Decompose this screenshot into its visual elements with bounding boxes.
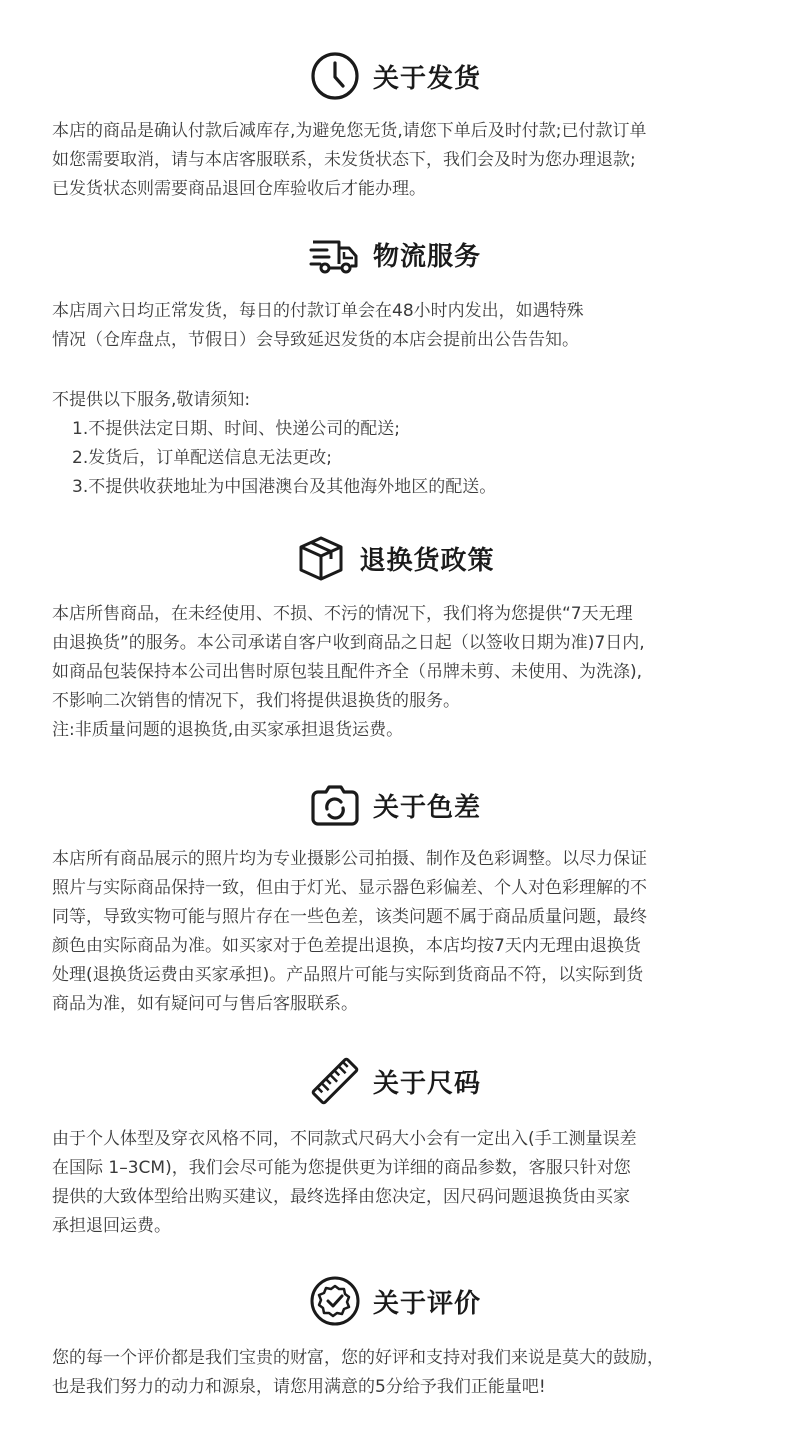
section-body: 本店周六日均正常发货，每日的付款订单会在48小时内发出，如遇特殊 情况（仓库盘点，节假日）会导致延迟发货的本店会提前出公告告知。 bbox=[52, 301, 584, 350]
section-heading bbox=[0, 528, 790, 588]
section-title: 关于尺码 bbox=[372, 1068, 481, 1099]
section-heading bbox=[0, 224, 790, 284]
section-returns bbox=[0, 528, 790, 588]
ruler-icon bbox=[309, 1055, 361, 1107]
list-item: 2.发货后，订单配送信息无法更改; bbox=[72, 448, 332, 468]
section-size bbox=[0, 1051, 790, 1111]
section-color bbox=[0, 775, 790, 835]
section-review bbox=[0, 1271, 790, 1331]
section-logistics bbox=[0, 224, 790, 284]
section-heading bbox=[0, 1051, 790, 1111]
section-title: 关于发货 bbox=[372, 63, 481, 94]
service-notice-list bbox=[52, 415, 752, 502]
section-body: 由于个人体型及穿衣风格不同，不同款式尺码大小会有一定出入(手工测量误差 在国际 1–3CM)，我们会尽可能为您提供更为详细的商品参数，客服只针对您 提供的大致体型给出购买建议，最终选择由您决定，因尺码问题退换货由买家 承担退回运费。 bbox=[52, 1129, 637, 1236]
list-item: 1.不提供法定日期、时间、快递公司的配送; bbox=[72, 419, 400, 439]
list-item: 3.不提供收获地址为中国港澳台及其他海外地区的配送。 bbox=[72, 477, 497, 497]
package-box-icon bbox=[295, 532, 347, 584]
service-notice-intro: 不提供以下服务,敬请须知: bbox=[52, 390, 251, 410]
section-title: 物流服务 bbox=[372, 241, 481, 272]
camera-icon bbox=[309, 779, 361, 831]
section-body: 本店所有商品展示的照片均为专业摄影公司拍摄、制作及色彩调整。以尽力保证 照片与实际商品保持一致，但由于灯光、显示器色彩偏差、个人对色彩理解的不 同等，导致实物可能与照片存在一些色差，该类问题不属于商品质量问题，最终 颜色由实际商品为准。如买家对于色差提出退换，本店均按7天内无理由退换货 处理(退换货运费由买家承担)。产品照片可能与实际到货商品不符，以实际到货 商品为准，如有疑问可与售后客服联系。 bbox=[52, 849, 647, 1014]
section-title: 退换货政策 bbox=[359, 545, 495, 576]
section-title: 关于色差 bbox=[372, 792, 481, 823]
section-shipping bbox=[0, 46, 790, 106]
section-heading bbox=[0, 1271, 790, 1331]
section-body: 本店所售商品，在未经使用、不损、不污的情况下，我们将为您提供“7天无理 由退换货”的服务。本公司承诺自客户收到商品之日起（以签收日期为准)7日内, 如商品包装保持本公司出售时原包装且配件齐全（吊牌未剪、未使用、为洗涤), 不影响二次销售的情况下，我们将提供退换货的服务。 注:非质量问题的退换货,由买家承担退货运费。 bbox=[52, 604, 645, 740]
section-title: 关于评价 bbox=[372, 1288, 481, 1319]
clock-icon bbox=[309, 50, 361, 102]
badge-check-icon bbox=[309, 1275, 361, 1327]
section-body: 您的每一个评价都是我们宝贵的财富，您的好评和支持对我们来说是莫大的鼓励， 也是我们努力的动力和源泉，请您用满意的5分给予我们正能量吧! bbox=[52, 1348, 664, 1397]
section-heading bbox=[0, 775, 790, 835]
section-body: 本店的商品是确认付款后减库存,为避免您无货,请您下单后及时付款;已付款订单 如您需要取消，请与本店客服联系，未发货状态下，我们会及时为您办理退款; 已发货状态则需要商品退回仓库验收后才能办理。 bbox=[52, 121, 647, 199]
delivery-truck-icon bbox=[309, 228, 361, 280]
section-heading bbox=[0, 46, 790, 106]
